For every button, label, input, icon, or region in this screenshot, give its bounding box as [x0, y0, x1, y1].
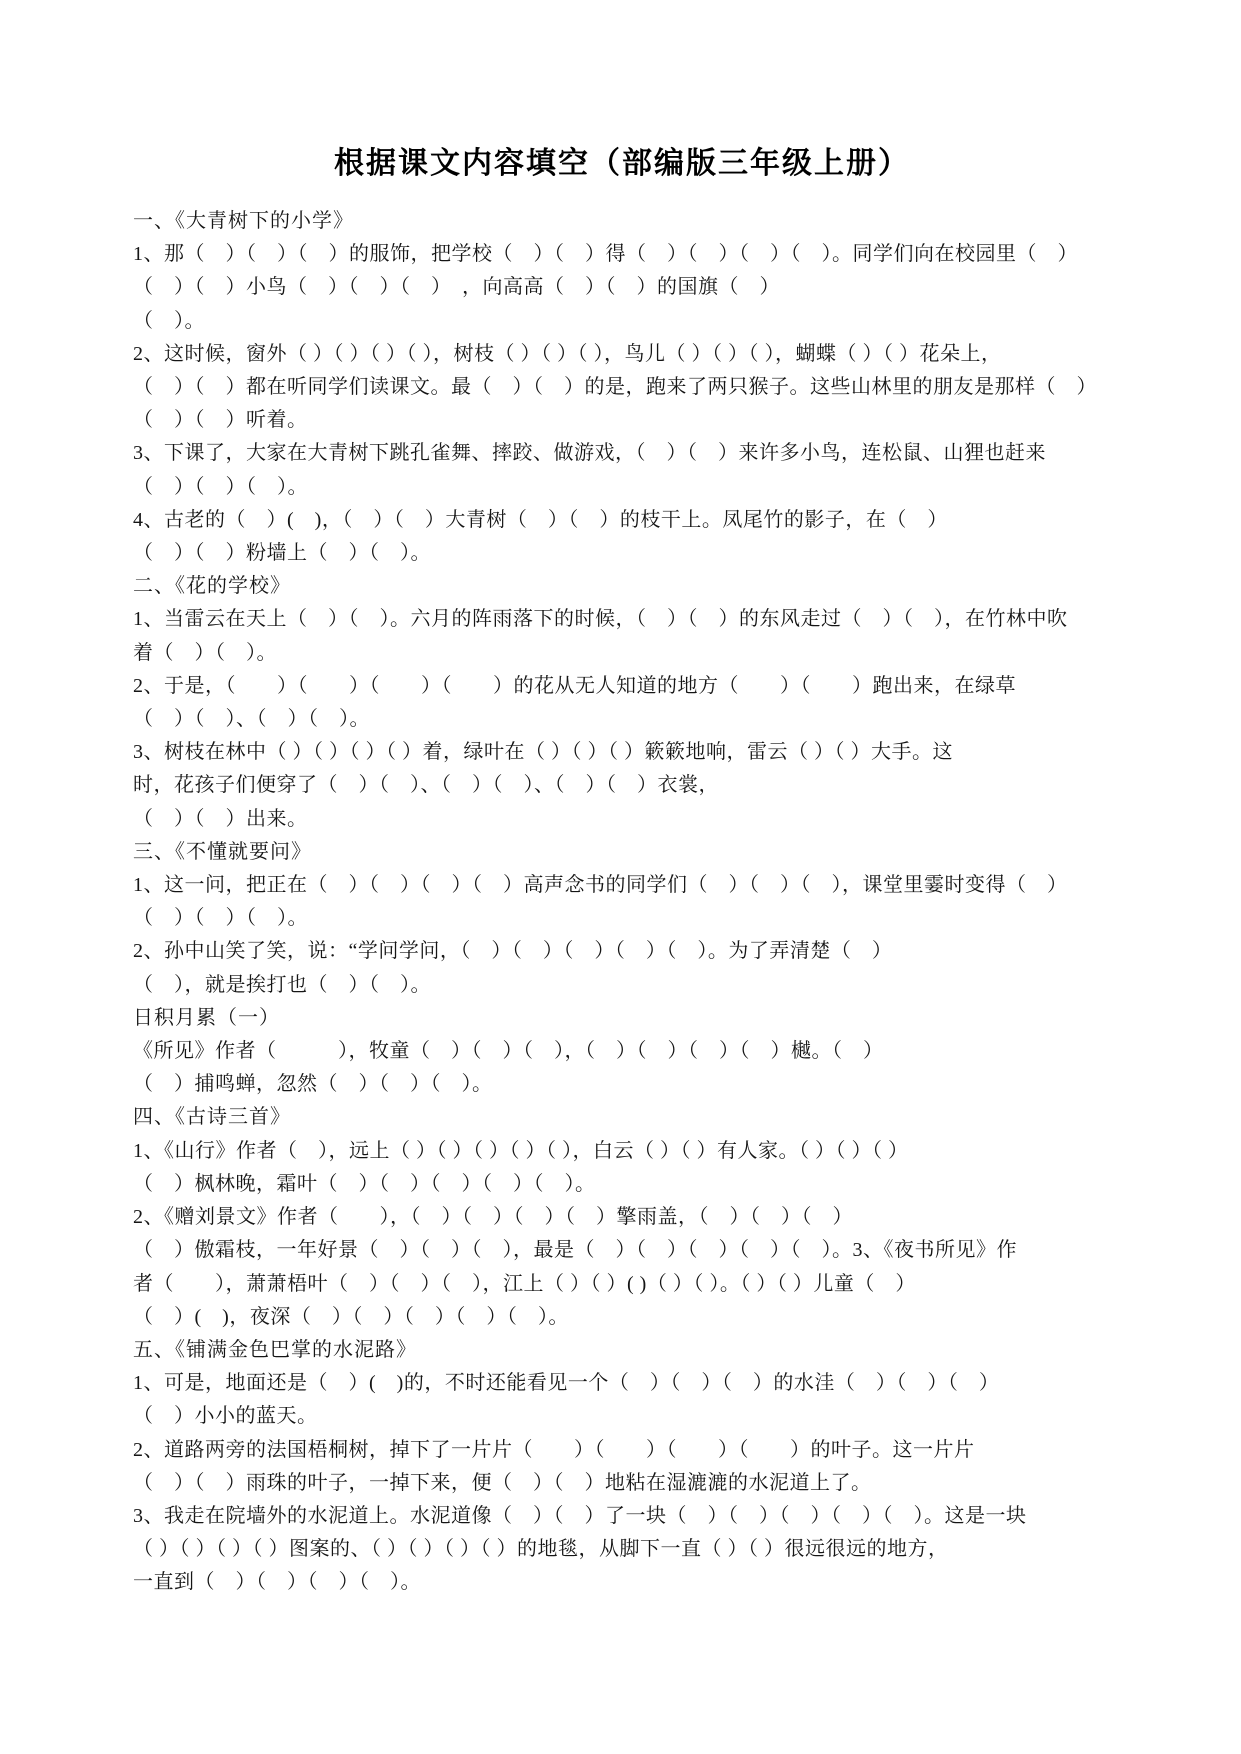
- text-line: 时，花孩子们便穿了（ ）（ ）、（ ）（ ）、（ ）（ ）衣裳，: [133, 774, 719, 797]
- text-line: （ ）（ ）都在听同学们读课文。最（ ）（ ）的是，跑来了两只猴子。这些山林里的朋友是那样（ ）: [133, 376, 1097, 399]
- text-line: 3、下课了，大家在大青树下跳孔雀舞、摔跤、做游戏，（ ）（ ）来许多小鸟，连松鼠、山狸也赶来: [133, 442, 1046, 465]
- text-line: 1、《山行》作者（ ），远上（ ）（ ）（ ）（ ）（ ），白云（ ）（ ）有人家。（ ）（ ）（ ）: [133, 1139, 909, 1162]
- text-line: （ ）（ ）（ ）。: [133, 907, 308, 930]
- text-line: （ ）。: [133, 309, 205, 332]
- text-line: 2、这时候，窗外（ ）（ ）（ ）（ ），树枝（ ）（ ）（ ），鸟儿（ ）（ ）（ ），蝴蝶（ ）（ ）花朵上，: [133, 342, 1002, 365]
- text-line: （ ）小小的蓝天。: [133, 1405, 318, 1428]
- text-line: 3、我走在院墙外的水泥道上。水泥道像（ ）（ ）了一块（ ）（ ）（ ）（ ）（ ）。这是一块: [133, 1504, 1027, 1527]
- text-line: 2、孙中山笑了笑，说：“学问学问，（ ）（ ）（ ）（ ）（ ）。为了弄清楚（ ）: [133, 940, 893, 963]
- section-heading: 一、《大青树下的小学》: [133, 210, 354, 232]
- text-line: 者（ ），萧萧梧叶（ ）（ ）（ ），江上（ ）（ ）( )（ ）（ ）。（ ）（ ）儿童（ ）: [133, 1272, 916, 1295]
- text-line: （ ）（ ）听着。: [133, 409, 308, 432]
- text-line: （ ）( )，夜深（ ）（ ）（ ）（ ）（ ）。: [133, 1305, 569, 1328]
- text-line: 2、道路两旁的法国梧桐树，掉下了一片片（ ）（ ）（ ）（ ）的叶子。这一片片: [133, 1438, 975, 1461]
- text-line: （ ）（ ）出来。: [133, 807, 308, 830]
- text-line: 4、古老的（ ）( )，（ ）（ ）大青树（ ）（ ）的枝干上。凤尾竹的影子，在（ ）: [133, 508, 948, 531]
- text-line: 2、于是，（ ）（ ）（ ）（ ）的花从无人知道的地方（ ）（ ）跑出来，在绿草: [133, 674, 1016, 697]
- text-line: 1、那（ ）（ ）（ ）的服饰，把学校（ ）（ ）得（ ）（ ）（ ）（ ）。同学们向在校园里（ ）: [133, 243, 1078, 266]
- text-line: 着（ ）（ ）。: [133, 641, 277, 664]
- text-line: （ ）（ ）小鸟（ ）（ ）（ ） ，向高高（ ）（ ）的国旗（ ）: [133, 276, 780, 299]
- text-line: （ ）枫林晚，霜叶（ ）（ ）（ ）（ ）（ ）。: [133, 1172, 596, 1195]
- worksheet-content: [133, 143, 1133, 1600]
- text-line: （ ）（ ）（ ）。: [133, 475, 308, 498]
- text-line: 《所见》作者（ ），牧童（ ）（ ）（ ），（ ）（ ）（ ）（ ）樾。（ ）: [133, 1040, 884, 1063]
- text-line: （ ）傲霜枝，一年好景（ ）（ ）（ ），最是（ ）（ ）（ ）（ ）（ ）。3、《夜书所见》作: [133, 1239, 1017, 1262]
- text-line: 2、《赠刘景文》作者（ ），（ ）（ ）（ ）（ ）擎雨盖，（ ）（ ）（ ）: [133, 1206, 853, 1229]
- text-line: （ ）（ ）雨珠的叶子，一掉下来，便（ ）（ ）地粘在湿漉漉的水泥道上了。: [133, 1471, 872, 1494]
- text-line: （ ）（ ）、（ ）（ ）。: [133, 708, 370, 731]
- section-heading: 三、《不懂就要问》: [133, 840, 312, 863]
- section-heading: 四、《古诗三首》: [133, 1106, 291, 1129]
- text-line: （ ）（ ）（ ）（ ）图案的、（ ）（ ）（ ）（ ）的地毯，从脚下一直（ ）（ ）很远很远的地方，: [133, 1538, 949, 1561]
- text-line: （ ），就是挨打也（ ）（ ）。: [133, 973, 431, 996]
- text-line: 3、树枝在林中（ ）（ ）（ ）（ ）着，绿叶在（ ）（ ）（ ）簌簌地响，雷云（ ）（ ）大手。这: [133, 741, 953, 764]
- text-line: 1、当雷云在天上（ ）（ ）。六月的阵雨落下的时候，（ ）（ ）的东风走过（ ）（ ），在竹林中吹: [133, 608, 1068, 631]
- text-line: 一直到（ ）（ ）（ ）（ ）。: [133, 1571, 421, 1594]
- document-title: 根据课文内容填空（部编版三年级上册）: [334, 147, 910, 180]
- text-line: （ ）捕鸣蝉，忽然（ ）（ ）（ ）。: [133, 1073, 493, 1096]
- text-line: 1、这一问，把正在（ ）（ ）（ ）（ ）高声念书的同学们（ ）（ ）（ ），课堂里霎时变得（ ）: [133, 874, 1068, 897]
- section-heading: 五、《铺满金色巴掌的水泥路》: [133, 1338, 417, 1361]
- text-line: 1、可是，地面还是（ ）( )的，不时还能看见一个（ ）（ ）（ ）的水洼（ ）（ ）（ ）: [133, 1372, 1000, 1395]
- subsection-heading: 日积月累（一）: [133, 1006, 280, 1029]
- text-line: （ ）（ ）粉墙上（ ）（ ）。: [133, 542, 431, 565]
- section-heading: 二、《花的学校》: [133, 575, 291, 598]
